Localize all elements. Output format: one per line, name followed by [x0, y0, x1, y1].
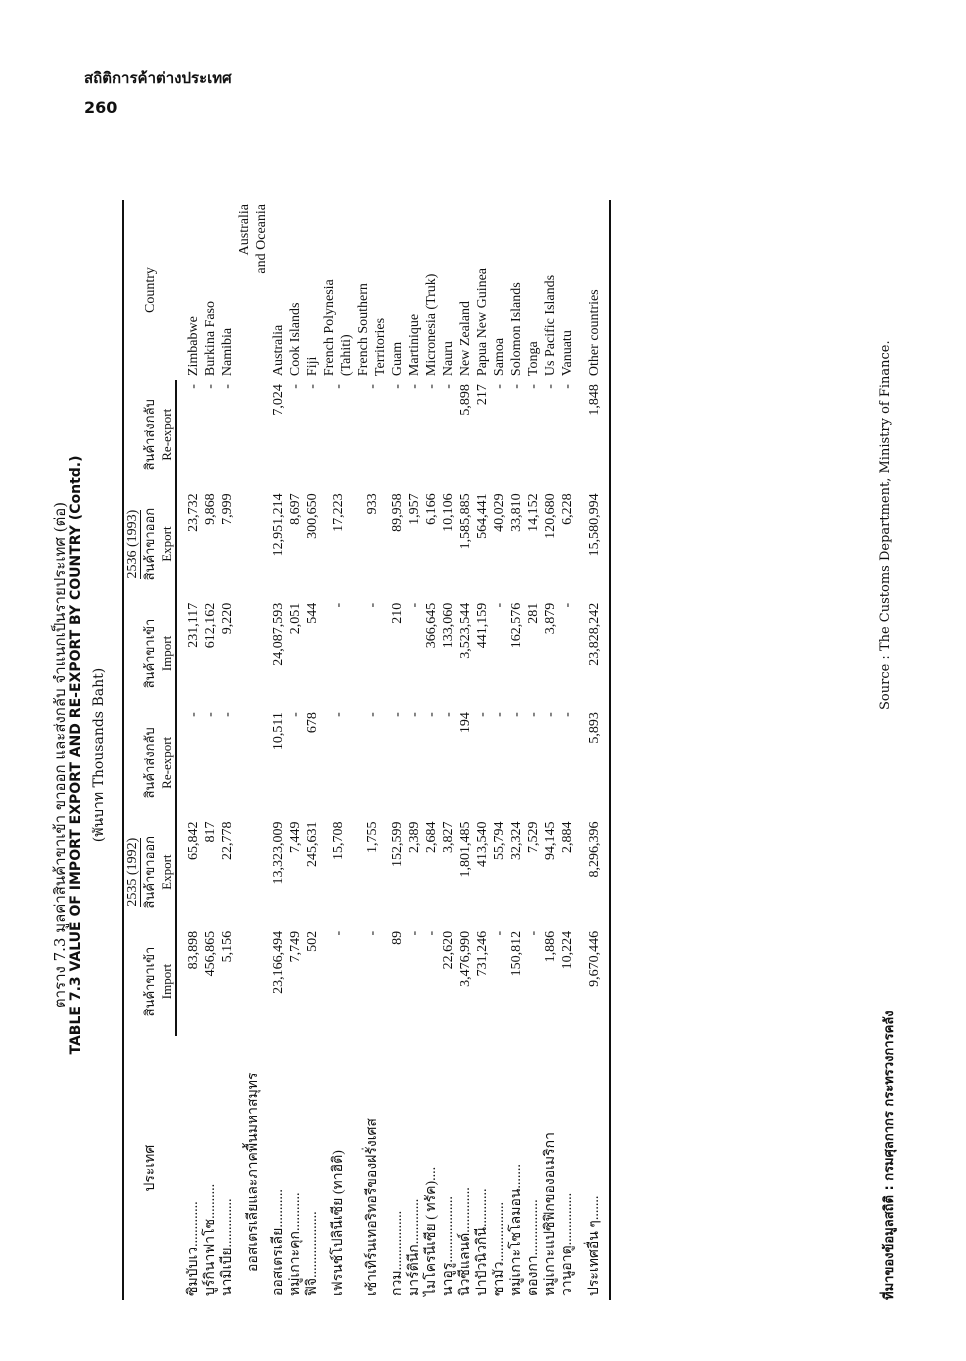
- value-cell: 678: [305, 712, 320, 734]
- table-row: [406, 200, 423, 1300]
- col-header-import-1993: สินค้าขาเข้า Import: [141, 599, 176, 708]
- group-name-english-line1: Australia: [237, 204, 252, 256]
- country-name-thai: ซามัว.................: [492, 1202, 507, 1296]
- value-cell: -: [560, 712, 575, 717]
- table-row: [270, 200, 287, 1300]
- total-value-cell: 15,580,994: [576, 489, 610, 598]
- country-name-english: [389, 200, 406, 380]
- value-cell: 3,523,544: [458, 602, 473, 659]
- value-cell: -: [364, 384, 380, 389]
- value-cell: 152,599: [390, 821, 405, 867]
- value-cell: 22,620: [441, 930, 456, 970]
- value-cell: 6,166: [424, 493, 439, 525]
- country-name-thai: นามิเบีย..............: [220, 1198, 235, 1296]
- table-row: [219, 200, 236, 1300]
- value-cell: 40,029: [492, 493, 507, 532]
- value-cell: -: [330, 712, 346, 717]
- country-name-thai: วานูอาตู...............: [560, 1192, 575, 1296]
- table-row: [440, 200, 457, 1300]
- country-name-thai: ซิมบับเว.............: [186, 1201, 201, 1296]
- country-name-english: [423, 200, 440, 380]
- value-cell: 2,684: [424, 821, 439, 853]
- country-name-english-line2: (Tahiti): [339, 334, 354, 377]
- country-name-english-line1: Vanuatu: [560, 330, 575, 377]
- table-row: [542, 200, 559, 1300]
- value-cell: 24,087,593: [271, 602, 286, 666]
- country-name-thai: เฟรนช์โปลินีเซีย (ทาฮิติ): [330, 1150, 346, 1296]
- value-cell: 120,680: [543, 493, 558, 539]
- country-name-english: [491, 200, 508, 380]
- value-cell: 10,511: [271, 712, 286, 751]
- value-cell: 162,576: [509, 602, 524, 649]
- value-cell: 612,162: [203, 602, 218, 649]
- country-name-english-line1: Guam: [390, 341, 405, 377]
- value-cell: 281: [526, 602, 541, 624]
- value-cell: -: [390, 712, 405, 717]
- value-cell: 7,529: [526, 821, 541, 853]
- value-cell: 7,024: [271, 384, 286, 416]
- country-name-english-line1: Burkina Faso: [203, 301, 218, 377]
- value-cell: 10,106: [441, 493, 456, 532]
- table-row: [559, 200, 576, 1300]
- value-cell: -: [407, 712, 422, 717]
- value-cell: 89,958: [390, 493, 405, 532]
- value-cell: -: [364, 930, 380, 936]
- value-cell: -: [288, 384, 303, 389]
- value-cell: 13,323,009: [271, 821, 286, 885]
- value-cell: 9,220: [220, 602, 235, 635]
- trade-value-table: [122, 200, 611, 1300]
- country-name-english-line1: Solomon Islands: [509, 282, 524, 377]
- value-cell: 7,999: [220, 493, 235, 525]
- value-cell: -: [220, 712, 235, 717]
- col-header-reexport-1992: สินค้าส่งกลับ Re-export: [141, 708, 176, 817]
- value-cell: 14,152: [526, 493, 541, 532]
- value-cell: -: [186, 712, 201, 717]
- table-row: [474, 200, 491, 1300]
- value-cell: 133,060: [441, 602, 456, 649]
- country-name-english: [185, 200, 202, 380]
- value-cell: -: [441, 712, 456, 717]
- value-cell: -: [364, 712, 380, 717]
- value-cell: 55,794: [492, 821, 507, 860]
- total-value-cell: 5,893: [576, 708, 610, 817]
- country-name-english-line1: Martinique: [407, 313, 422, 377]
- country-name-thai: กวม.................: [390, 1210, 405, 1296]
- value-cell: 23,732: [186, 493, 201, 532]
- col-header-export-1993: สินค้าขาออก Export: [141, 489, 176, 598]
- table-row: [321, 200, 355, 1300]
- country-name-english-line1: New Zealand: [458, 301, 473, 377]
- value-cell: 3,827: [441, 821, 456, 853]
- country-name-english-line1: Namibia: [220, 327, 235, 377]
- table-title-thai: ตาราง 7.3 มูลค่าสินค้าขาเข้า ขาออก และส่งกลับ จำแนกเป็นรายประเทศ (ต่อ): [51, 501, 69, 1009]
- value-cell: -: [492, 384, 507, 389]
- value-cell: 544: [305, 602, 320, 624]
- value-cell: 17,223: [330, 493, 346, 532]
- value-cell: 150,812: [509, 930, 524, 977]
- country-name-thai: ปาปัวนิวกินี...........: [475, 1188, 490, 1296]
- col-header-import-1992: สินค้าขาเข้า Import: [141, 927, 176, 1036]
- col-header-country-thai: ประเทศ: [123, 1036, 176, 1300]
- table-row: [525, 200, 542, 1300]
- country-name-english-line1: Us Pacific Islands: [543, 274, 558, 377]
- value-cell: -: [364, 602, 380, 608]
- country-name-thai: หมู่เกาะแปซิฟิกของอเมริกา: [543, 1132, 558, 1296]
- value-cell: -: [220, 384, 235, 389]
- value-cell: -: [424, 384, 439, 389]
- value-cell: 231,117: [186, 602, 201, 648]
- country-name-thai: หมู่เกาะโซโลมอน.......: [509, 1164, 524, 1296]
- country-name-english: [406, 200, 423, 380]
- table-row: [355, 200, 389, 1300]
- value-cell: 15,708: [330, 821, 346, 860]
- country-name-english: [355, 200, 389, 380]
- value-cell: -: [424, 930, 439, 936]
- country-name-english-line1: Papua New Guinea: [475, 267, 490, 377]
- country-name-english: [202, 200, 219, 380]
- value-cell: 564,441: [475, 493, 490, 539]
- value-cell: 1,957: [407, 493, 422, 525]
- value-cell: 2,051: [288, 602, 303, 635]
- value-cell: -: [560, 602, 575, 608]
- country-name-thai: ไมโครนีเซีย ( ทรัค)....: [424, 1166, 439, 1296]
- value-cell: 1,585,885: [458, 493, 473, 550]
- value-cell: 3,879: [543, 602, 558, 635]
- country-name-english: [474, 200, 491, 380]
- group-name-thai: ออสเตรเลียและภาคพื้นมหาสมุทร: [245, 1072, 261, 1272]
- value-cell: -: [407, 602, 422, 608]
- value-cell: 5,156: [220, 930, 235, 963]
- value-cell: -: [390, 384, 405, 389]
- value-cell: -: [509, 712, 524, 717]
- value-cell: -: [475, 712, 490, 717]
- value-cell: -: [407, 384, 422, 389]
- table-title-english: TABLE 7.3 VALUE OF IMPORT EXPORT AND RE-EXPORT BY COUNTRY (Contd.): [68, 455, 84, 1055]
- country-name-english: [270, 200, 287, 380]
- total-value-cell: 23,828,242: [576, 599, 610, 708]
- country-name-english-line1: French Southern: [356, 283, 371, 377]
- value-cell: -: [330, 930, 346, 936]
- table-row: [304, 200, 321, 1300]
- col-header-year-1993: 2536 (1993): [123, 380, 141, 708]
- country-name-english-line1: Australia: [271, 324, 286, 377]
- country-name-english: [542, 200, 559, 380]
- table-row: [185, 200, 202, 1300]
- page-number: 260: [84, 98, 118, 117]
- value-cell: 2,884: [560, 821, 575, 853]
- table-unit: (พันบาท Thousands Baht): [91, 667, 107, 843]
- country-name-english: [304, 200, 321, 380]
- value-cell: -: [492, 930, 507, 936]
- col-header-year-1992: 2535 (1992): [123, 708, 141, 1036]
- country-name-thai: เซ้าเทิร์นเทอริทอรีของฝรั่งเศส: [364, 1118, 380, 1296]
- value-cell: 10,224: [560, 930, 575, 970]
- table-row: [287, 200, 304, 1300]
- value-cell: 5,898: [458, 384, 473, 416]
- country-name-thai: ออสเตรเลีย...........: [271, 1189, 286, 1296]
- country-name-thai: มาร์ตินีก.............: [407, 1198, 422, 1296]
- table-body: [176, 200, 610, 1300]
- value-cell: -: [543, 384, 558, 389]
- country-name-english: [525, 200, 542, 380]
- value-cell: -: [492, 602, 507, 608]
- value-cell: 12,951,214: [271, 493, 286, 557]
- value-cell: -: [526, 712, 541, 717]
- value-cell: -: [407, 930, 422, 936]
- value-cell: -: [560, 384, 575, 389]
- country-name-english-line1: Zimbabwe: [186, 316, 201, 377]
- value-cell: -: [526, 384, 541, 389]
- total-value-cell: 8,296,396: [576, 818, 610, 927]
- total-name-english: Other countries: [576, 200, 610, 380]
- col-header-reexport-1993: สินค้าส่งกลับ Re-export: [141, 380, 176, 489]
- country-name-english: [508, 200, 525, 380]
- rotated-table-page: [40, 180, 900, 1330]
- value-cell: -: [203, 384, 218, 389]
- value-cell: 441,159: [475, 602, 490, 649]
- table-row: [508, 200, 525, 1300]
- table-total-row: [576, 200, 610, 1300]
- value-cell: 22,778: [220, 821, 235, 860]
- country-name-english: [219, 200, 236, 380]
- value-cell: 1,801,485: [458, 821, 473, 878]
- value-cell: 300,650: [305, 493, 320, 539]
- value-cell: 456,865: [203, 930, 218, 977]
- value-cell: -: [330, 384, 346, 389]
- value-cell: 210: [390, 602, 405, 624]
- value-cell: 23,166,494: [271, 930, 286, 994]
- value-cell: 6,228: [560, 493, 575, 525]
- value-cell: -: [305, 384, 320, 389]
- value-cell: -: [424, 712, 439, 717]
- table-row: [202, 200, 219, 1300]
- value-cell: 94,145: [543, 821, 558, 860]
- group-name-english: [236, 200, 270, 380]
- table-row: [389, 200, 406, 1300]
- country-name-english: [321, 200, 355, 380]
- value-cell: -: [441, 384, 456, 389]
- value-cell: -: [509, 384, 524, 389]
- value-cell: 366,645: [424, 602, 439, 649]
- value-cell: -: [203, 712, 218, 717]
- table-group-row: [236, 200, 270, 1300]
- value-cell: 7,749: [288, 930, 303, 963]
- country-name-english-line2: Territories: [373, 317, 388, 377]
- total-name-thai: ประเทศอื่น ๆ.......: [576, 1036, 610, 1300]
- country-name-english: [287, 200, 304, 380]
- value-cell: 217: [475, 384, 490, 406]
- country-name-english-line1: Micronesia (Truk): [424, 273, 439, 377]
- value-cell: 65,842: [186, 821, 201, 860]
- country-name-thai: บูร์กินาฟาโซ..........: [203, 1183, 218, 1296]
- country-name-english-line1: Fiji: [305, 356, 320, 377]
- value-cell: -: [288, 712, 303, 717]
- value-cell: -: [186, 384, 201, 389]
- value-cell: 83,898: [186, 930, 201, 970]
- country-name-english-line1: Cook Islands: [288, 302, 303, 377]
- country-name-thai: ตองกา................: [526, 1199, 541, 1296]
- country-name-english-line1: Tonga: [526, 341, 541, 377]
- country-name-english: [457, 200, 474, 380]
- value-cell: 32,324: [509, 821, 524, 860]
- country-name-thai: หมู่เกาะคุก...........: [288, 1192, 303, 1296]
- country-name-english-line1: Nauru: [441, 341, 456, 377]
- table-row: [423, 200, 440, 1300]
- country-name-thai: ฟิจิ...................: [305, 1211, 320, 1296]
- value-cell: 245,631: [305, 821, 320, 867]
- value-cell: 933: [364, 493, 380, 515]
- value-cell: 7,449: [288, 821, 303, 853]
- country-name-english: [440, 200, 457, 380]
- source-note-thai: ที่มาของข้อมูลสถิติ : กรมศุลกากร กระทรวงการคลัง: [882, 1010, 897, 1300]
- value-cell: 89: [390, 930, 405, 945]
- country-name-english-line1: French Polynesia: [322, 279, 337, 377]
- country-name-thai: นิวซีแลนด์.............: [458, 1187, 473, 1296]
- country-name-english: [559, 200, 576, 380]
- table-row: [457, 200, 474, 1300]
- group-name-english-line2: and Oceania: [254, 204, 269, 274]
- value-cell: 1,886: [543, 930, 558, 963]
- value-cell: -: [492, 712, 507, 717]
- value-cell: 413,540: [475, 821, 490, 867]
- value-cell: 9,868: [203, 493, 218, 525]
- total-value-cell: 1,848: [576, 380, 610, 489]
- total-value-cell: 9,670,446: [576, 927, 610, 1036]
- value-cell: 817: [203, 821, 218, 843]
- col-header-country-english: Country: [123, 200, 176, 380]
- value-cell: -: [526, 930, 541, 936]
- value-cell: -: [330, 602, 346, 608]
- value-cell: 194: [458, 712, 473, 734]
- source-note-english: Source : The Customs Department, Ministry of Finance.: [878, 340, 893, 710]
- country-name-english-line1: Samoa: [492, 337, 507, 377]
- section-title: สถิติการค้าต่างประเทศ: [84, 69, 232, 87]
- value-cell: 1,755: [364, 821, 380, 853]
- value-cell: 33,810: [509, 493, 524, 532]
- value-cell: 731,246: [475, 930, 490, 977]
- value-cell: -: [543, 712, 558, 717]
- value-cell: 2,389: [407, 821, 422, 853]
- value-cell: 502: [305, 930, 320, 952]
- value-cell: 8,697: [288, 493, 303, 525]
- value-cell: 3,476,990: [458, 930, 473, 987]
- country-name-thai: นาอูรู...................: [441, 1196, 456, 1296]
- col-header-export-1992: สินค้าขาออก Export: [141, 818, 176, 927]
- table-row: [491, 200, 508, 1300]
